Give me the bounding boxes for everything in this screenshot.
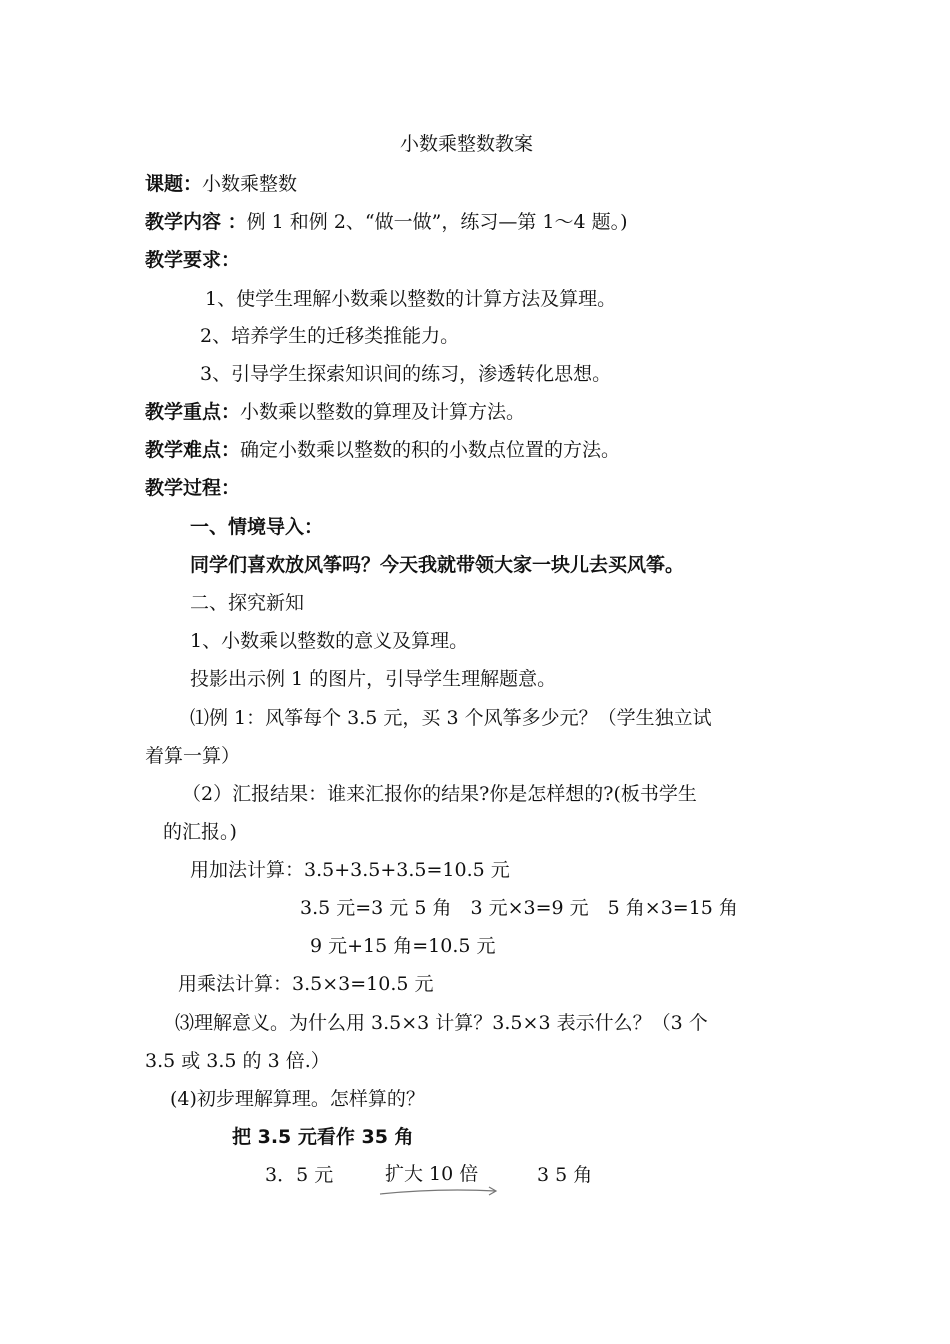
key-point-row — [145, 399, 525, 425]
conversion-line: 3.5 元=3 元 5 角 3 元×3=9 元 5 角×3=15 角 — [300, 897, 738, 919]
arrow-to-text: 3 5 角 — [537, 1164, 593, 1186]
addition-line: 用加法计算：3.5+3.5+3.5=10.5 元 — [190, 859, 510, 881]
difficulty-value: 确定小数乘以整数的积的小数点位置的方法。 — [240, 439, 621, 461]
content-label: 教学内容 ： — [145, 211, 247, 233]
requirements-label: 教学要求： — [145, 249, 241, 271]
requirement-item-2: 2、培养学生的迁移类推能力。 — [200, 325, 460, 347]
topic-row — [145, 171, 297, 197]
projection-text: 投影出示例 1 的图片，引导学生理解题意。 — [190, 668, 557, 690]
understand-line2: 3.5 或 3.5 的 3 倍.） — [145, 1050, 330, 1072]
difficulty-label: 教学难点： — [145, 439, 241, 461]
report-line1: （2）汇报结果：谁来汇报你的结果?你是怎样想的?(板书学生 — [182, 783, 697, 805]
requirement-item-1: 1、使学生理解小数乘以整数的计算方法及算理。 — [205, 288, 617, 310]
sub1-heading: 1、小数乘以整数的意义及算理。 — [190, 630, 469, 652]
content-value: 例 1 和例 2、“做一做”，练习—第 1～4 题。) — [246, 211, 628, 233]
arrow-from-text: 3．5 元 — [265, 1164, 334, 1186]
key-point-label: 教学重点： — [145, 401, 241, 423]
sum-line: 9 元+15 角=10.5 元 — [310, 935, 496, 957]
difficulty-row — [145, 437, 620, 463]
process-label: 教学过程： — [145, 477, 241, 499]
arrow-label: 扩大 10 倍 — [385, 1163, 479, 1185]
document-title: 小数乘整数教案 — [400, 133, 534, 155]
section1-text: 同学们喜欢放风筝吗？今天我就带领大家一块儿去买风筝。 — [190, 554, 685, 576]
section1-heading: 一、情境导入： — [190, 516, 324, 538]
report-line2: 的汇报。) — [163, 821, 237, 843]
content-row — [145, 209, 628, 235]
example1-line2: 着算一算） — [145, 745, 241, 767]
topic-value: 小数乘整数 — [202, 173, 298, 195]
requirement-item-3: 3、引导学生探索知识间的练习，渗透转化思想。 — [200, 363, 612, 385]
understand-line1: ⑶理解意义。为什么用 3.5×3 计算？3.5×3 表示什么？（3 个 — [175, 1012, 708, 1034]
key-point-value: 小数乘以整数的算理及计算方法。 — [240, 401, 526, 423]
example1-line1: ⑴例 1：风筝每个 3.5 元，买 3 个风筝多少元？（学生独立试 — [190, 707, 712, 729]
preliminary-line: (4)初步理解算理。怎样算的？ — [170, 1088, 425, 1110]
section2-heading: 二、探究新知 — [190, 592, 305, 614]
treat-as-line: 把 3.5 元看作 35 角 — [232, 1126, 414, 1148]
multiplication-line: 用乘法计算：3.5×3=10.5 元 — [178, 973, 434, 995]
topic-label: 课题： — [145, 173, 203, 195]
right-arrow-icon — [378, 1182, 503, 1198]
